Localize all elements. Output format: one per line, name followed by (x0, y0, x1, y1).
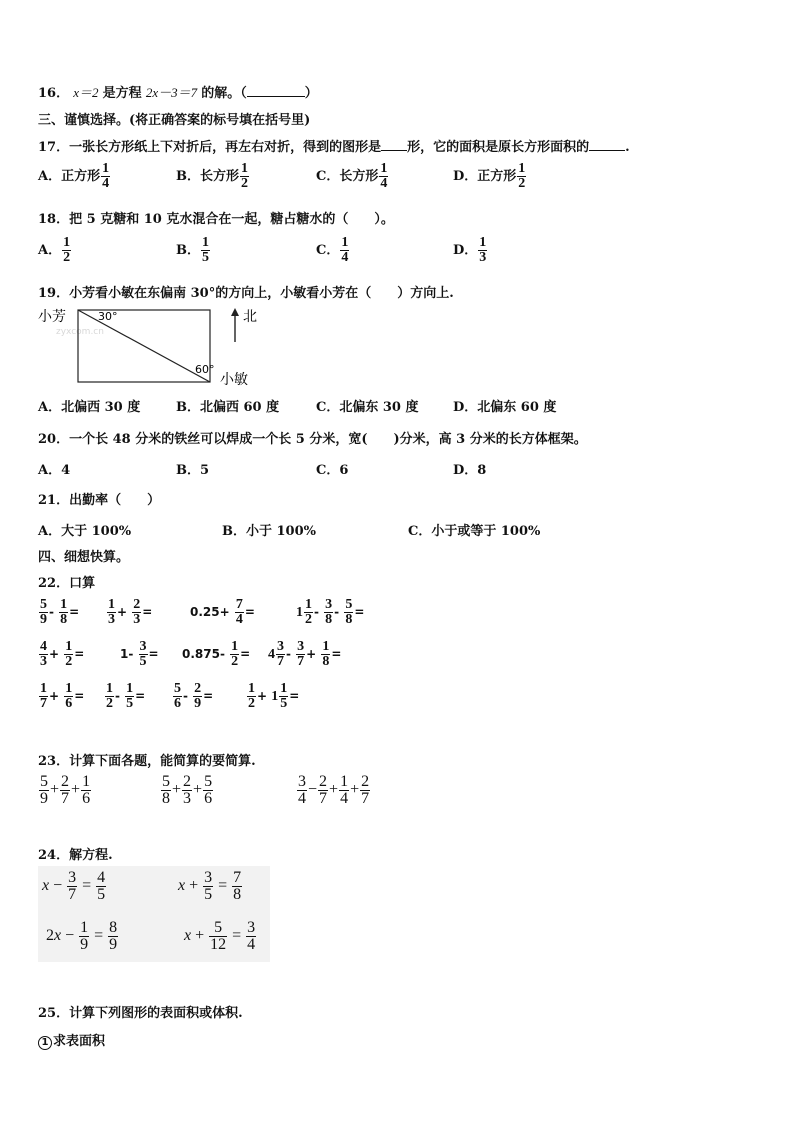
q20-option-c[interactable]: C．6 (316, 463, 349, 478)
q25-sub-1 (38, 1030, 105, 1050)
q17-option-b[interactable] (176, 162, 250, 191)
q22-expr-12: $\frac{1}{2}$ + 1 $\frac{1}{5}$ = (248, 681, 300, 711)
question-25-title: 25．计算下列图形的表面积或体积. (38, 1006, 243, 1021)
fraction-numerator: 1 (380, 161, 388, 176)
option-label: C．长方形 (316, 169, 379, 184)
question-21: 21．出勤率（ ） (38, 493, 161, 508)
q22-expr-8: 4 $\frac{3}{7}$ - $\frac{3}{7}$ + $\frac{1}{8}$ = (268, 639, 342, 669)
fraction-denominator: 2 (241, 176, 248, 191)
option-label: D．正方形 (453, 169, 517, 184)
label-north: 北 (243, 309, 257, 325)
q16-equation: 2x－3＝7 (145, 85, 198, 100)
q20-option-d[interactable]: D．8 (453, 463, 487, 478)
q16-number: 16． (38, 86, 70, 101)
label-xiaomin: 小敏 (220, 372, 248, 388)
q22-expr-9: $\frac{1}{7}$ + $\frac{1}{6}$ = (40, 681, 85, 711)
question-17 (38, 136, 630, 155)
option-label: D． (453, 243, 478, 258)
q18-option-b[interactable] (176, 236, 211, 265)
q23-expr-2: $\frac{5}{8}$ + $\frac{2}{3}$ + $\frac{5}{6}$ (162, 773, 213, 807)
q18-option-a[interactable] (38, 236, 72, 265)
q23-expr-3: $\frac{3}{4}$ − $\frac{2}{7}$ + $\frac{1}{4}$ + $\frac{2}{7}$ (298, 773, 370, 807)
fraction-numerator: 1 (341, 235, 349, 250)
option-label: A． (38, 243, 62, 258)
q16-lhs: x＝2 (73, 85, 99, 100)
option-label: B．长方形 (176, 169, 239, 184)
fraction-denominator: 4 (341, 250, 349, 265)
q17-blank-2[interactable] (589, 137, 625, 151)
fraction-numerator: 1 (63, 235, 71, 250)
q16-close: ） (304, 86, 318, 101)
q16-mid: 是方程 (102, 86, 142, 101)
q17-text-c: . (625, 140, 630, 155)
q17-blank-1[interactable] (381, 137, 407, 151)
fraction-denominator: 4 (102, 176, 110, 191)
question-18: 18．把 5 克糖和 10 克水混合在一起，糖占糖水的（ ）。 (38, 212, 394, 227)
option-label: A．正方形 (38, 169, 101, 184)
q22-expr-4: 1 $\frac{1}{2}$ - $\frac{3}{8}$ - $\frac{5}{8}$ = (296, 597, 365, 627)
fraction-numerator: 1 (479, 235, 487, 250)
question-20: 20．一个长 48 分米的铁丝可以焊成一个长 5 分米，宽( )分米，高 3 分米的长方体框架。 (38, 432, 587, 447)
fraction-numerator: 1 (518, 161, 526, 176)
fraction-numerator: 1 (102, 161, 110, 176)
q18-option-c[interactable] (316, 236, 350, 265)
q23-expr-1: $\frac{5}{9}$ + $\frac{2}{7}$ + $\frac{1}{6}$ (40, 773, 91, 807)
direction-figure (36, 304, 276, 388)
q24-eq-1: x − $\frac{3}{7}$ = $\frac{4}{5}$ (42, 869, 106, 903)
question-19: 19．小芳看小敏在东偏南 30°的方向上，小敏看小芳在（ ）方向上. (38, 286, 454, 301)
watermark: zyxcom.cn (56, 327, 104, 337)
q24-eq-4: x + $\frac{5}{12}$ = $\frac{3}{4}$ (184, 919, 256, 953)
q22-expr-7: 0.875- $\frac{1}{2}$ = (182, 639, 251, 669)
question-23-title: 23．计算下面各题，能简算的要简算. (38, 754, 256, 769)
section-3-heading: 三、谨慎选择。(将正确答案的标号填在括号里) (38, 113, 311, 128)
option-label: C． (316, 243, 340, 258)
q17-text-b: 形，它的面积是原长方形面积的 (407, 140, 590, 155)
fraction-numerator: 1 (202, 235, 209, 250)
question-16 (38, 82, 318, 101)
q22-expr-2: $\frac{1}{3}$ + $\frac{2}{3}$ = (108, 597, 153, 627)
q16-tail: 的解。（ (201, 86, 247, 101)
q24-eq-3: 2x − $\frac{1}{9}$ = $\frac{8}{9}$ (46, 919, 118, 953)
fraction-denominator: 5 (202, 250, 209, 265)
q17-option-c[interactable] (316, 162, 389, 191)
q22-expr-10: $\frac{1}{2}$ - $\frac{1}{5}$ = (106, 681, 146, 711)
q19-option-c[interactable]: C．北偏东 30 度 (316, 400, 419, 415)
fraction-numerator: 1 (241, 161, 248, 176)
q17-text-a: 17．一张长方形纸上下对折后，再左右对折，得到的图形是 (38, 140, 382, 155)
q22-expr-1: $\frac{5}{9}$ - $\frac{1}{8}$ = (40, 597, 80, 627)
q20-option-a[interactable]: A．4 (38, 463, 71, 478)
q22-expr-3: 0.25+ $\frac{7}{4}$ = (190, 597, 255, 627)
q16-answer-blank[interactable] (247, 83, 305, 97)
q17-option-d[interactable] (453, 162, 527, 191)
label-xiaofang: 小芳 (38, 309, 66, 325)
q19-option-a[interactable]: A．北偏西 30 度 (38, 400, 141, 415)
option-label: B． (176, 243, 200, 258)
q19-option-b[interactable]: B．北偏西 60 度 (176, 400, 280, 415)
fraction-denominator: 2 (63, 250, 71, 265)
q22-expr-5: $\frac{4}{3}$ + $\frac{1}{2}$ = (40, 639, 85, 669)
question-22-title: 22．口算 (38, 576, 96, 591)
section-4-heading: 四、细想快算。 (38, 550, 130, 565)
circled-number: 1 (38, 1036, 52, 1050)
fraction-denominator: 2 (518, 176, 526, 191)
fraction-denominator: 4 (380, 176, 388, 191)
q25-sub-1-label: 求表面积 (53, 1034, 106, 1049)
q24-eq-2: x + $\frac{3}{5}$ = $\frac{7}{8}$ (178, 869, 242, 903)
q19-option-d[interactable]: D．北偏东 60 度 (453, 400, 557, 415)
angle-60: 60° (195, 363, 215, 376)
q20-option-b[interactable]: B．5 (176, 463, 210, 478)
q17-option-a[interactable] (38, 162, 111, 191)
question-24-title: 24．解方程. (38, 848, 113, 863)
q21-option-a[interactable]: A．大于 100% (38, 524, 132, 539)
north-arrow-head-icon (231, 308, 239, 316)
q18-option-d[interactable] (453, 236, 488, 265)
q22-expr-11: $\frac{5}{6}$ - $\frac{2}{9}$ = (174, 681, 214, 711)
q21-option-c[interactable]: C．小于或等于 100% (408, 524, 541, 539)
q21-option-b[interactable]: B．小于 100% (222, 524, 317, 539)
q22-expr-6: 1- $\frac{3}{5}$ = (120, 639, 159, 669)
angle-30: 30° (98, 310, 118, 323)
fraction-denominator: 3 (479, 250, 487, 265)
